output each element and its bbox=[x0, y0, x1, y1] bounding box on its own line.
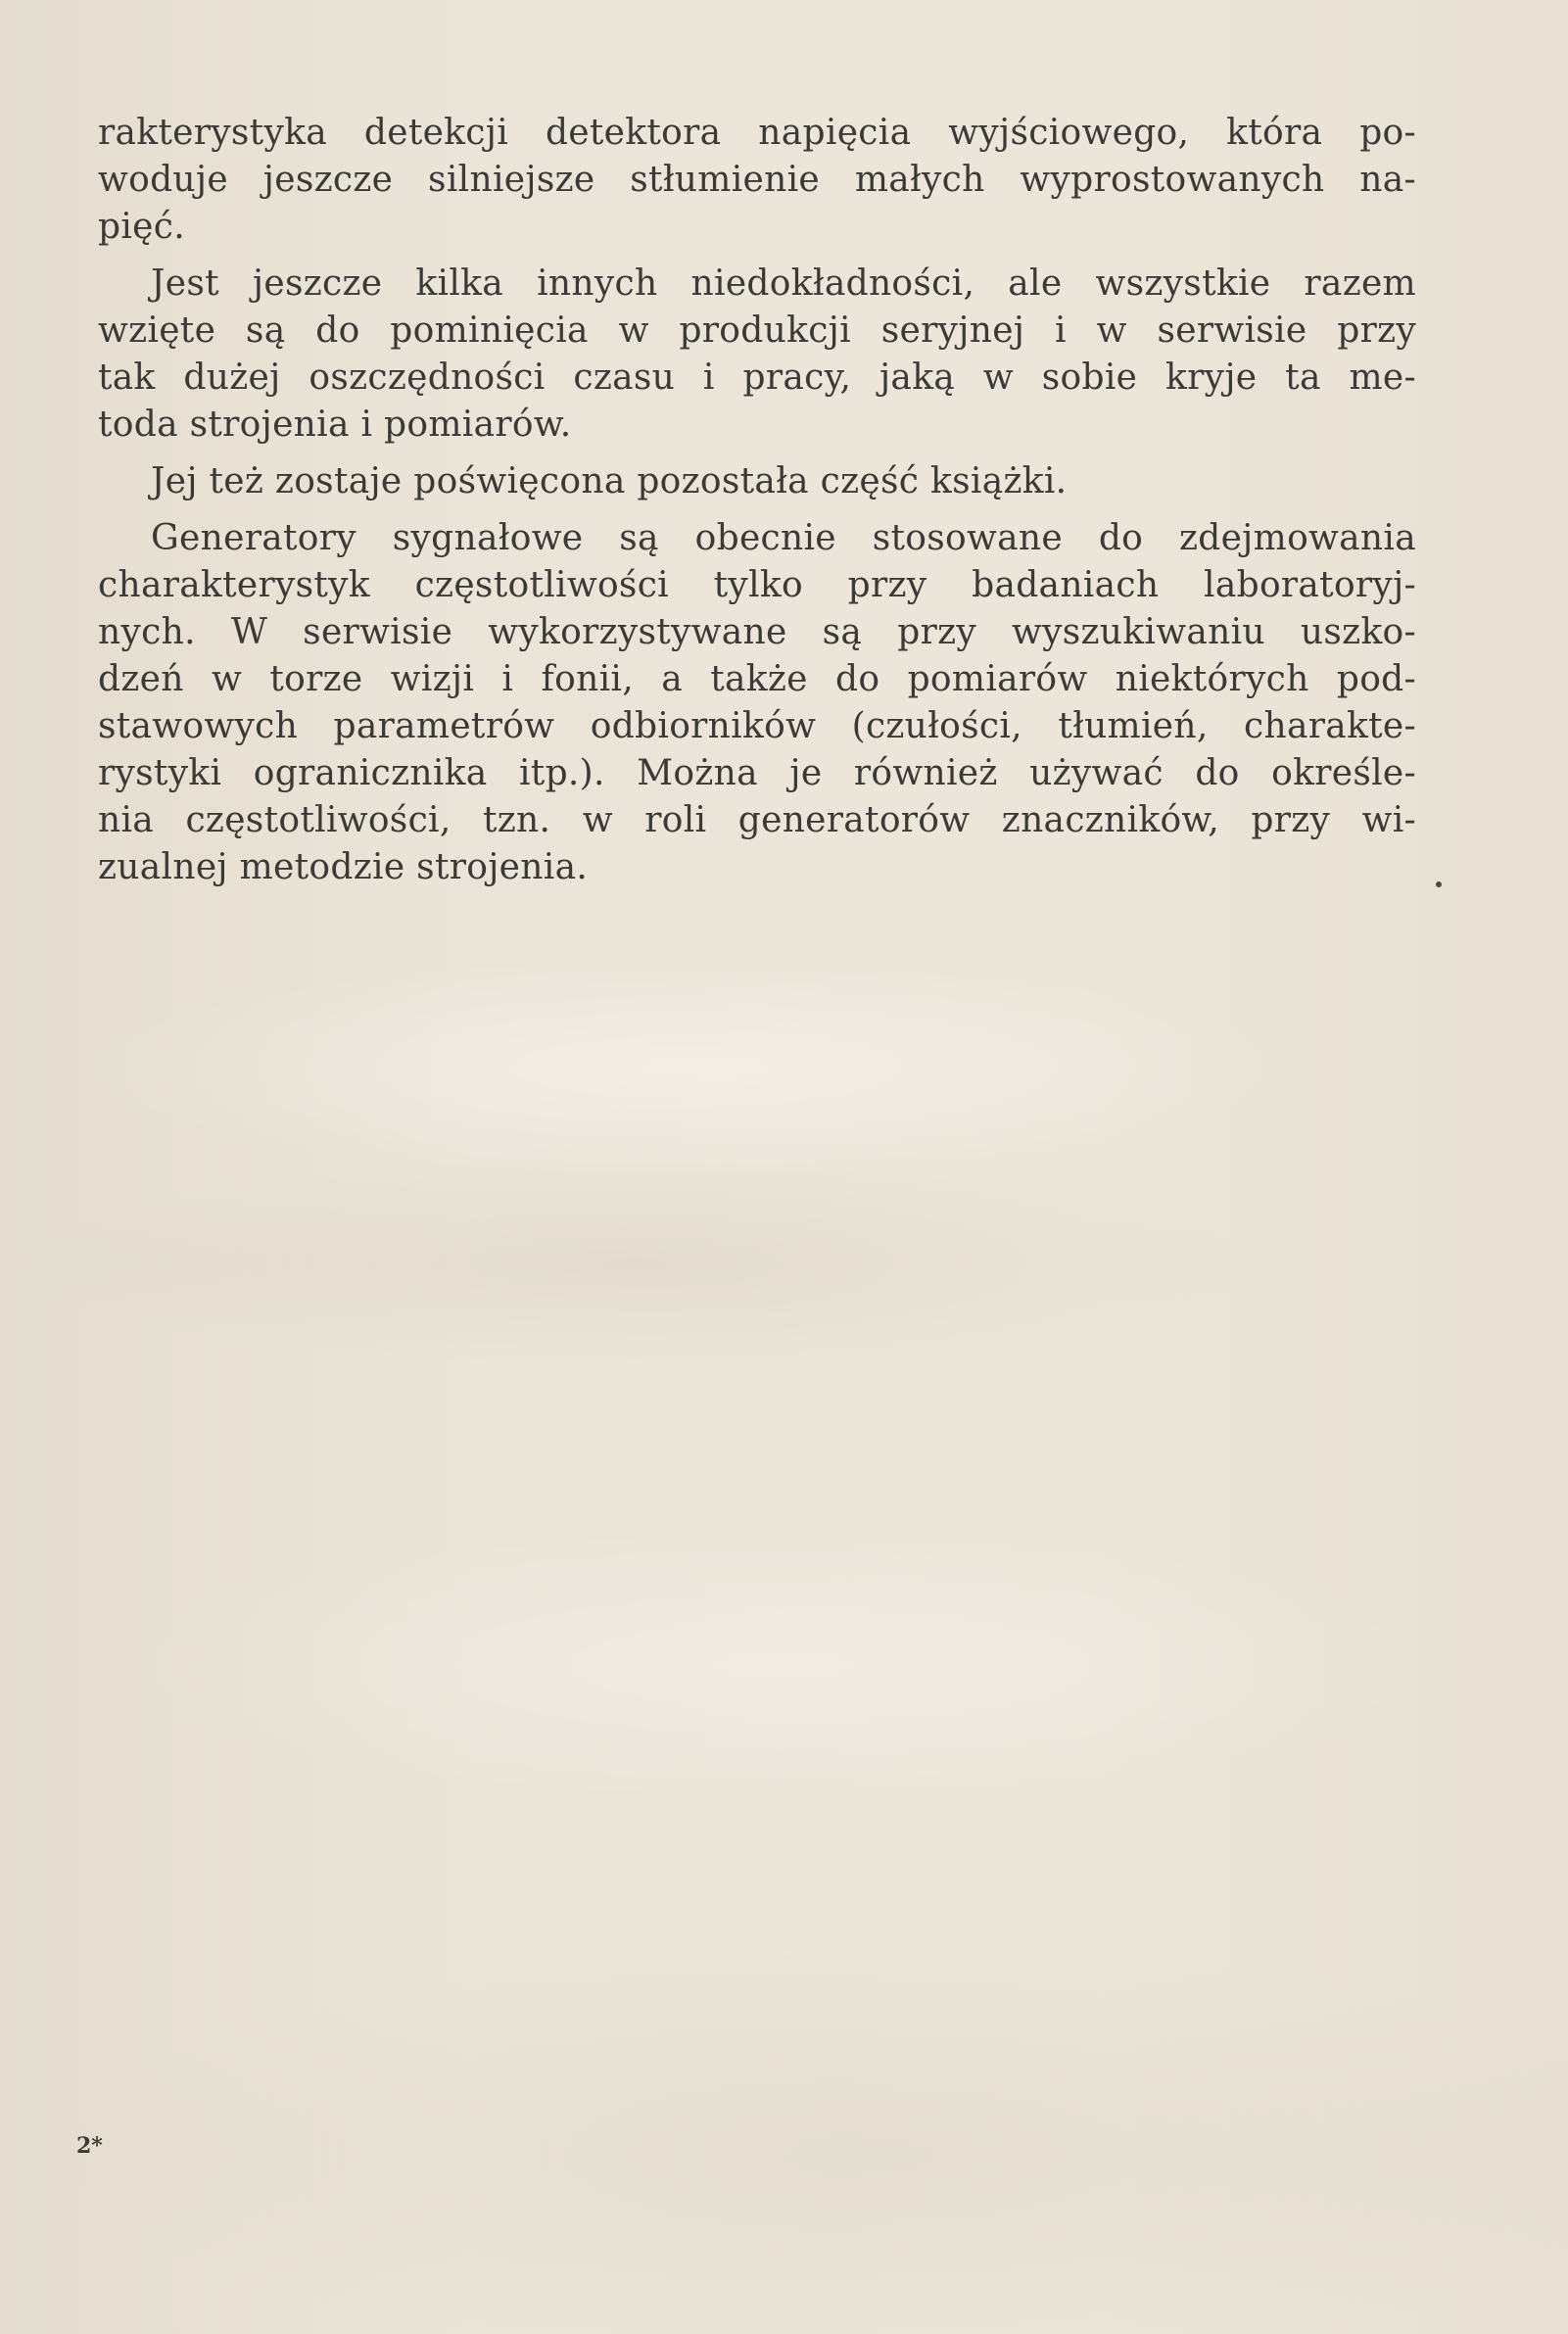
page-number: 2* bbox=[76, 2133, 103, 2159]
text-line: pięć. bbox=[98, 207, 185, 247]
text-line: nia częstotliwości, tzn. w roli generatorów znaczników, przy wi- bbox=[98, 800, 1416, 840]
paper-speck bbox=[1436, 881, 1442, 887]
text-line: rakterystyka detekcji detektora napięcia wyjściowego, która po- bbox=[98, 113, 1416, 153]
text-line: charakterystyk częstotliwości tylko przy badaniach laboratoryj- bbox=[98, 565, 1416, 605]
text-line: wzięte są do pominięcia w produkcji seryjnej i w serwisie przy bbox=[98, 310, 1416, 351]
text-line: woduje jeszcze silniejsze stłumienie małych wyprostowanych na- bbox=[98, 160, 1416, 200]
text-line: rystyki ogranicznika itp.). Można je również używać do określe- bbox=[98, 753, 1416, 793]
body-text bbox=[98, 110, 1416, 891]
text-line: Jej też zostaje poświęcona pozostała część książki. bbox=[151, 461, 1068, 501]
text-line: toda strojenia i pomiarów. bbox=[98, 405, 572, 445]
text-line: tak dużej oszczędności czasu i pracy, jaką w sobie kryje ta me- bbox=[98, 357, 1416, 398]
text-line: nych. W serwisie wykorzystywane są przy wyszukiwaniu uszko- bbox=[98, 612, 1416, 652]
text-line: zualnej metodzie strojenia. bbox=[98, 847, 589, 887]
text-line: Generatory sygnałowe są obecnie stosowane do zdejmowania bbox=[151, 518, 1416, 558]
text-line: stawowych parametrów odbiorników (czułości, tłumień, charakte- bbox=[98, 706, 1416, 746]
text-line: Jest jeszcze kilka innych niedokładności, ale wszystkie razem bbox=[151, 263, 1416, 304]
text-line: dzeń w torze wizji i fonii, a także do pomiarów niektórych pod- bbox=[98, 659, 1416, 699]
